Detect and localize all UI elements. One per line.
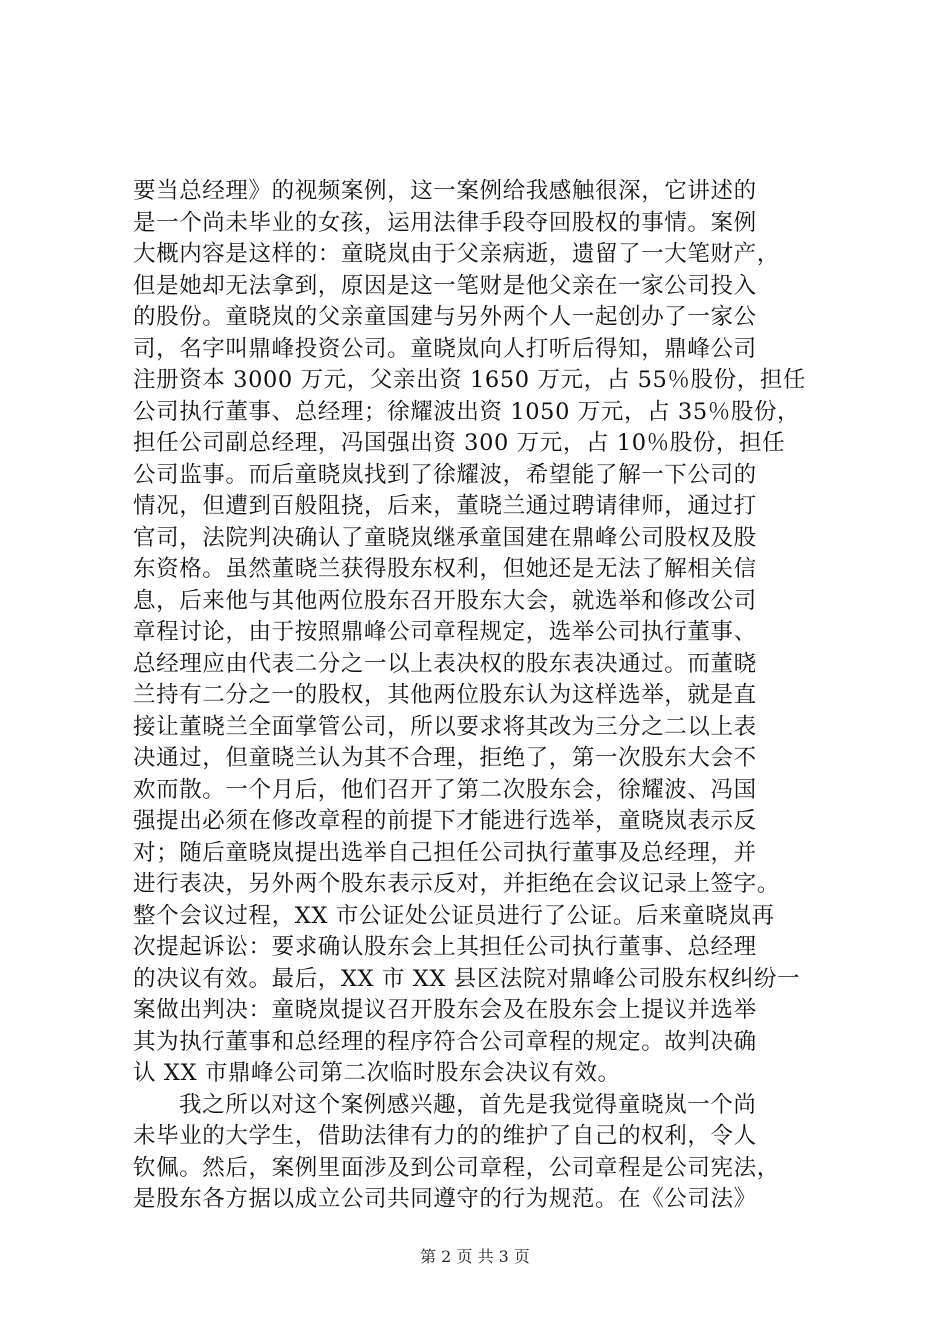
text-line: 的决议有效。最后，XX 市 XX 县区法院对鼎峰公司股东权纠纷一 xyxy=(133,965,801,992)
text-line: 强提出必须在修改章程的前提下才能进行选举，童晓岚表示反 xyxy=(133,808,757,834)
text-line: 决通过，但童晓兰认为其不合理，拒绝了，第一次股东大会不 xyxy=(133,745,757,771)
text-line: 案做出判决：童晓岚提议召开股东会及在股东会上提议并选举 xyxy=(133,997,757,1023)
text-line: 兰持有二分之一的股权，其他两位股东认为这样选举，就是直 xyxy=(133,682,757,708)
text-line: 次提起诉讼：要求确认股东会上其担任公司执行董事、总经理 xyxy=(133,934,757,960)
text-line: 官司，法院判决确认了童晓岚继承童国建在鼎峰公司股权及股 xyxy=(133,524,757,551)
text-line: 进行表决，另外两个股东表示反对，并拒绝在会议记录上签字。 xyxy=(133,871,780,897)
text-line: 东资格。虽然董晓兰获得股东权利，但她还是无法了解相关信 xyxy=(133,556,757,582)
text-line: 的股份。童晓岚的父亲童国建与另外两个人一起创办了一家公 xyxy=(133,304,757,330)
text-line: 是一个尚未毕业的女孩，运用法律手段夺回股权的事情。案例 xyxy=(133,209,757,236)
text-line: 息，后来他与其他两位股东召开股东大会，就选举和修改公司 xyxy=(133,587,757,614)
text-line: 总经理应由代表二分之一以上表决权的股东表决通过。而董晓 xyxy=(133,650,757,677)
text-line: 要当总经理》的视频案例，这一案例给我感触很深，它讲述的 xyxy=(133,178,757,204)
page-footer: 第 2 页 共 3 页 xyxy=(420,1247,530,1266)
body-text xyxy=(133,176,833,1216)
text-line: 整个会议过程，XX 市公证处公证员进行了公证。后来童晓岚再 xyxy=(133,902,775,929)
text-line: 对；随后童晓岚提出选举自己担任公司执行董事及总经理，并 xyxy=(133,839,757,866)
text-line: 钦佩。然后，案例里面涉及到公司章程，公司章程是公司宪法， xyxy=(133,1154,780,1181)
text-line: 是股东各方据以成立公司共同遵守的行为规范。在《公司法》 xyxy=(133,1186,757,1212)
text-line: 担任公司副总经理，冯国强出资 300 万元，占 10％股份，担任 xyxy=(133,430,786,456)
text-line: 大概内容是这样的：童晓岚由于父亲病逝，遗留了一大笔财产， xyxy=(133,241,780,267)
text-line: 公司执行董事、总经理；徐耀波出资 1050 万元，占 35％股份， xyxy=(133,398,801,425)
text-line: 章程讨论，由于按照鼎峰公司章程规定，选举公司执行董事、 xyxy=(133,619,757,645)
text-line: 公司监事。而后童晓岚找到了徐耀波，希望能了解一下公司的 xyxy=(133,461,757,488)
text-line: 情况，但遭到百般阻挠，后来，董晓兰通过聘请律师，通过打 xyxy=(133,493,757,519)
text-line: 司，名字叫鼎峰投资公司。童晓岚向人打听后得知，鼎峰公司 xyxy=(133,335,757,362)
text-line: 但是她却无法拿到，原因是这一笔财是他父亲在一家公司投入 xyxy=(133,272,757,299)
text-line: 认 XX 市鼎峰公司第二次临时股东会决议有效。 xyxy=(133,1060,621,1086)
text-line: 其为执行董事和总经理的程序符合公司章程的规定。故判决确 xyxy=(133,1028,757,1055)
text-line: 未毕业的大学生，借助法律有力的的维护了自己的权利，令人 xyxy=(133,1123,757,1149)
text-line: 欢而散。一个月后，他们召开了第二次股东会，徐耀波、冯国 xyxy=(133,776,757,803)
text-line: 注册资本 3000 万元，父亲出资 1650 万元，占 55％股份，担任 xyxy=(133,367,807,393)
text-line: 接让董晓兰全面掌管公司，所以要求将其改为三分之二以上表 xyxy=(133,713,757,740)
paragraph-start-line: 我之所以对这个案例感兴趣，首先是我觉得童晓岚一个尚 xyxy=(179,1091,757,1118)
